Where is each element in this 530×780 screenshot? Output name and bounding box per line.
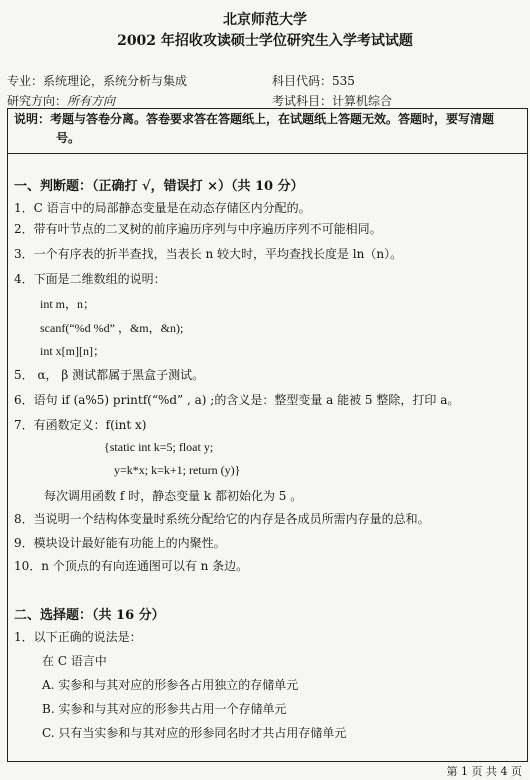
subject-code-field	[272, 72, 355, 89]
instructions-line-2: 号。	[56, 131, 81, 145]
judgement-q6: 6．语句 if (a%5) printf(“%d” , a) ;的含义是：整型变量 a 能被 5 整除，打印 a。	[14, 393, 460, 407]
instructions-line-1: 说明：考题与答卷分离。答卷要求答在答题纸上，在试题纸上答题无效。答题时，要写清题	[14, 112, 495, 126]
choice-q1: 1．以下正确的说法是：	[14, 630, 142, 644]
major-field	[7, 72, 187, 89]
university-name: 北京师范大学	[223, 12, 307, 28]
page-number: 第 1 页 共 4 页	[446, 765, 522, 778]
judgement-q3: 3．一个有序表的折半查找，当表长 n 较大时，平均查找长度是 ln（n）。	[14, 247, 403, 261]
judgement-q9: 9．模块设计最好能有功能上的内聚性。	[14, 536, 226, 550]
exam-title: 2002 年招收攻读硕士学位研究生入学考试试题	[117, 33, 413, 49]
subject-code-value: 535	[332, 74, 355, 88]
judgement-q2: 2．带有叶节点的二叉树的前序遍历序列与中序遍历序列不可能相同。	[14, 222, 382, 236]
judgement-q1: 1．C 语言中的局部静态变量是在动态存储区内分配的。	[14, 201, 311, 215]
direction-field	[7, 92, 115, 109]
major-label: 专业：	[7, 74, 44, 88]
judgement-q7-tail: 每次调用函数 f 时，静态变量 k 都初始化为 5 。	[44, 489, 303, 503]
note-divider	[7, 153, 527, 154]
judgement-q7-code-2: y=k*x; k=k+1; return (y)}	[114, 463, 241, 477]
judgement-q10: 10．n 个顶点的有向连通图可以有 n 条边。	[14, 559, 249, 573]
choice-q1-option-b: B. 实参和与其对应的形参共占用一个存储单元	[42, 702, 287, 716]
subject-value: 计算机综合	[332, 94, 393, 108]
judgement-q7-code-1: {static int k=5; float y;	[104, 440, 214, 454]
choice-q1-option-c: C. 只有当实参和与其对应的形参同名时才共占用存储单元	[42, 726, 347, 740]
judgement-q7: 7．有函数定义：f(int x)	[14, 418, 147, 432]
direction-value-handwritten: 所有方向	[67, 94, 116, 108]
section-2-title: 二、选择题：（共 16 分）	[14, 608, 165, 623]
judgement-q4-code-2: scanf(“%d %d” ，&m，&n);	[40, 321, 184, 335]
judgement-q4: 4．下面是二维数组的说明：	[14, 272, 166, 286]
choice-q1-context: 在 C 语言中	[42, 654, 107, 668]
choice-q1-option-a: A. 实参和与其对应的形参各占用独立的存储单元	[42, 678, 299, 692]
subject-label: 考试科目：	[272, 94, 333, 108]
section-1-title: 一、判断题：（正确打 √，错误打 ×）（共 10 分）	[14, 179, 304, 194]
major-value: 系统理论，系统分析与集成	[43, 74, 188, 88]
judgement-q4-code-3: int x[m][n]；	[40, 344, 105, 358]
subject-code-label: 科目代码：	[272, 74, 333, 88]
direction-label: 研究方向：	[7, 94, 68, 108]
subject-field	[272, 92, 392, 109]
judgement-q8: 8．当说明一个结构体变量时系统分配给它的内存是各成员所需内存量的总和。	[14, 512, 430, 526]
judgement-q5: 5． α， β 测试都属于黑盒子测试。	[14, 368, 205, 382]
judgement-q4-code-1: int m，n；	[40, 297, 96, 311]
